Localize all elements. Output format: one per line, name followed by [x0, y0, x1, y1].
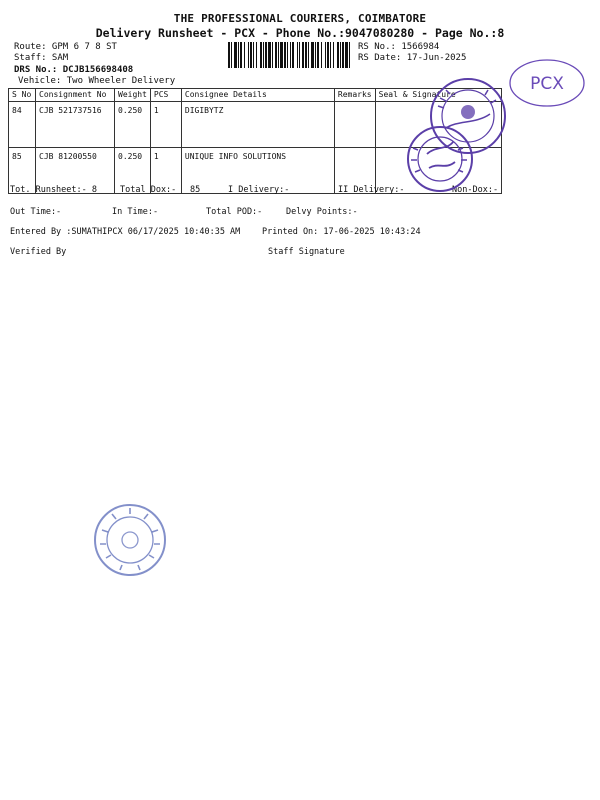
sheet-title: Delivery Runsheet - PCX - Phone No.:9047080280 - Page No.:8	[95, 26, 505, 40]
verified-by: Verified By	[10, 247, 67, 257]
cell-consignee: UNIQUE INFO SOLUTIONS	[181, 148, 334, 194]
col-consignee: Consignee Details	[181, 89, 334, 102]
delvy-points: Delvy Points:-	[286, 207, 358, 217]
company-title: THE PROFESSIONAL COURIERS, COIMBATORE	[173, 12, 427, 25]
cell-sno: 84	[9, 102, 36, 148]
total-pod: Total POD:-	[206, 207, 263, 217]
col-consignment: Consignment No	[36, 89, 115, 102]
col-weight: Weight	[115, 89, 151, 102]
out-time: Out Time:-	[10, 207, 62, 217]
non-dox: Non-Dox:-	[452, 185, 499, 195]
cell-pcs: 1	[150, 102, 181, 148]
col-seal: Seal & Signature	[375, 89, 501, 102]
cell-consignment: CJB 521737516	[36, 102, 115, 148]
printed-on: Printed On: 17-06-2025 10:43:24	[262, 227, 421, 237]
staff-signature: Staff Signature	[268, 247, 345, 257]
tot-runsheet: Tot. Runsheet:- 8	[10, 185, 97, 195]
ii-delivery: II Delivery:-	[338, 185, 405, 195]
rs-no-label: RS No.: 1566984	[358, 42, 440, 52]
route-label: Route: GPM 6 7 8 ST	[14, 42, 117, 52]
col-pcs: PCS	[150, 89, 181, 102]
entered-by: Entered By :SUMATHIPCX 06/17/2025 10:40:35 AM	[10, 227, 241, 237]
pcx-stamp-text: PCX	[530, 74, 564, 94]
cell-pcs: 1	[150, 148, 181, 194]
col-remarks: Remarks	[334, 89, 375, 102]
cell-weight: 0.250	[115, 148, 151, 194]
staff-label: Staff: SAM	[14, 53, 69, 63]
vehicle-label: Vehicle: Two Wheeler Delivery	[18, 76, 176, 86]
pcx-stamp	[508, 58, 586, 108]
cell-consignment: CJB 81200550	[36, 148, 115, 194]
faint-round-seal-icon	[92, 502, 168, 578]
i-delivery: I Delivery:-	[228, 185, 290, 195]
cell-consignee: DIGIBYTZ	[181, 102, 334, 148]
drs-label: DRS No.: DCJB156698408	[14, 65, 134, 75]
cell-remarks	[334, 102, 375, 148]
round-seal-icon	[405, 124, 475, 194]
cell-weight: 0.250	[115, 102, 151, 148]
barcode	[228, 42, 350, 68]
cell-sno: 85	[9, 148, 36, 194]
total-dox-label: Total Dox:-	[120, 185, 177, 195]
in-time: In Time:-	[112, 207, 159, 217]
col-sno: S No	[9, 89, 36, 102]
rs-date-label: RS Date: 17-Jun-2025	[358, 53, 467, 63]
total-dox-value: 85	[190, 185, 201, 195]
